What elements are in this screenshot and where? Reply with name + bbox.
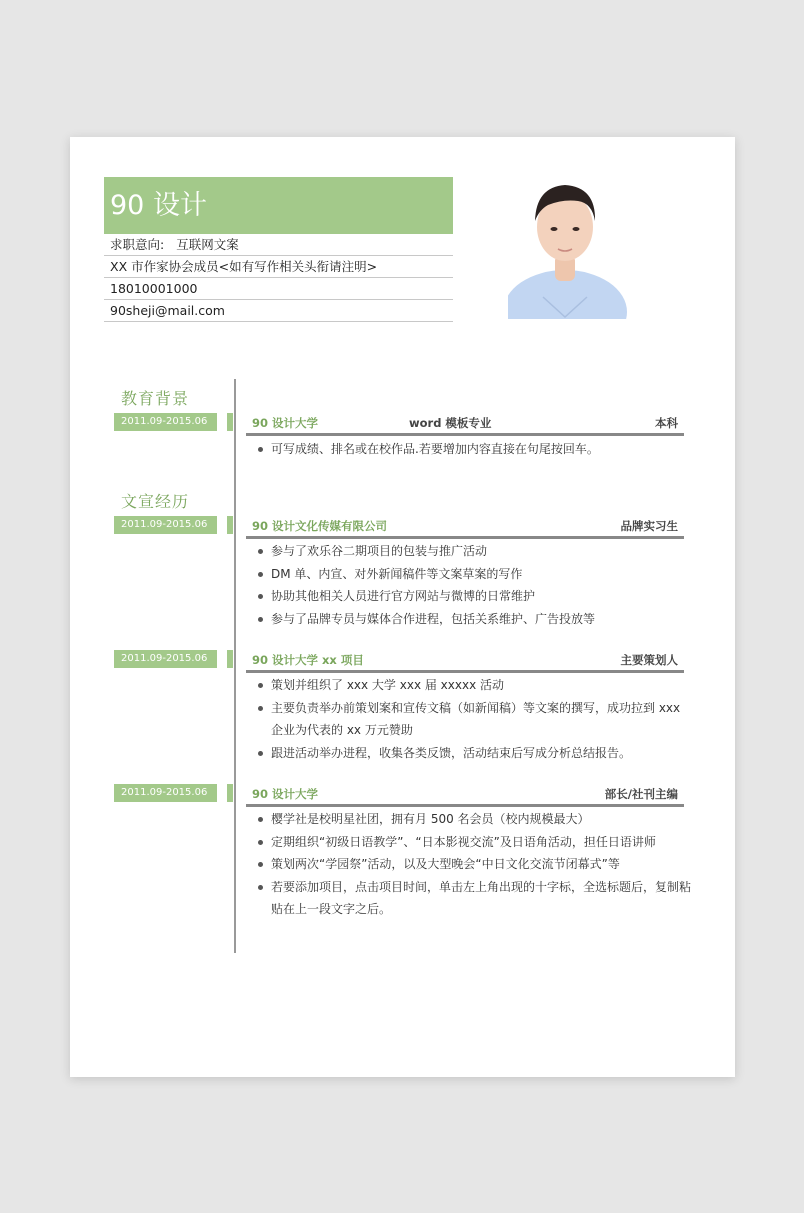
list-item: 策划并组织了 xxx 大学 xxx 届 xxxxx 活动 (256, 674, 692, 697)
experience-bullets (256, 540, 692, 630)
list-item: 参与了品牌专员与媒体合作进程，包括关系维护、广告投放等 (256, 608, 692, 631)
list-item: 参与了欢乐谷二期项目的包装与推广活动 (256, 540, 692, 563)
experience-entry-header (246, 650, 684, 673)
education-entry-header (246, 413, 684, 436)
degree-label: 本科 (655, 416, 678, 430)
timeline-marker (227, 784, 233, 802)
email-row: 90sheji@mail.com (104, 300, 453, 322)
list-item: DM 单、内宣、对外新闻稿件等文案草案的写作 (256, 563, 692, 586)
organization-name: 90 设计大学 (252, 787, 319, 801)
phone-row: 18010001000 (104, 278, 453, 300)
list-item: 主要负责举办前策划案和宣传文稿（如新闻稿）等文案的撰写，成功拉到 xxx 企业为代表的 xx 万元赞助 (256, 697, 692, 742)
list-item: 樱学社是校明星社团，拥有月 500 名会员（校内规模最大） (256, 808, 692, 831)
list-item: 定期组织“初级日语教学”、“日本影视交流”及日语角活动，担任日语讲师 (256, 831, 692, 854)
experience-bullets (256, 674, 692, 764)
experience-entry-header (246, 784, 684, 807)
school-name: 90 设计大学 (252, 416, 319, 430)
list-item: 若要添加项目，点击项目时间，单击左上角出现的十字标，全选标题后，复制粘贴在上一段文字之后。 (256, 876, 692, 921)
list-item: 可写成绩、排名或在校作品.若要增加内容直接在句尾按回车。 (256, 438, 692, 461)
organization-name: 90 设计文化传媒有限公司 (252, 519, 388, 533)
experience-entry-header (246, 516, 684, 539)
job-intention-value: 互联网文案 (176, 237, 239, 252)
experience-date-tag: 2011.09-2015.06 (114, 784, 217, 802)
membership-row: XX 市作家协会成员<如有写作相关头衔请注明> (104, 256, 453, 278)
role-title: 主要策划人 (620, 653, 678, 667)
experience-date-tag: 2011.09-2015.06 (114, 516, 217, 534)
education-date-tag: 2011.09-2015.06 (114, 413, 217, 431)
major-name: word 模板专业 (409, 416, 492, 430)
list-item: 跟进活动举办进程，收集各类反馈，活动结束后写成分析总结报告。 (256, 742, 692, 765)
organization-name: 90 设计大学 xx 项目 (252, 653, 364, 667)
experience-section-title: 文宣经历 (121, 492, 190, 511)
job-intention-row (104, 234, 453, 256)
resume-page (70, 137, 735, 1077)
role-title: 品牌实习生 (620, 519, 678, 533)
education-section-title: 教育背景 (121, 389, 190, 408)
role-title: 部长/社刊主编 (604, 787, 678, 801)
job-intention-label: 求职意向: (110, 237, 165, 252)
list-item: 策划两次“学园祭”活动，以及大型晚会“中日文化交流节闭幕式”等 (256, 853, 692, 876)
profile-photo (508, 177, 628, 319)
experience-date-tag: 2011.09-2015.06 (114, 650, 217, 668)
experience-bullets (256, 808, 692, 921)
timeline-marker (227, 650, 233, 668)
list-item: 协助其他相关人员进行官方网站与微博的日常维护 (256, 585, 692, 608)
timeline-marker (227, 413, 233, 431)
timeline-marker (227, 516, 233, 534)
name-banner: 90 设计 (104, 177, 453, 234)
education-bullets (256, 438, 692, 461)
timeline-line (234, 379, 236, 953)
